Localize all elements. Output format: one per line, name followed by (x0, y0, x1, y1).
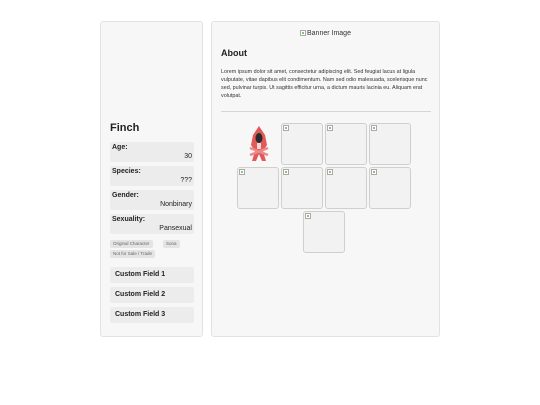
tag-not-for-sale[interactable]: Not for Sale / Trade (110, 250, 155, 258)
tag-sona[interactable]: Sona (163, 240, 180, 248)
character-name: Finch (110, 122, 140, 134)
broken-image-icon (371, 125, 377, 131)
divider (221, 111, 431, 112)
age-value: 30 (184, 153, 192, 160)
sexuality-value: Pansexual (159, 225, 192, 232)
broken-image-icon (239, 169, 245, 175)
gallery-image[interactable] (369, 167, 411, 209)
gallery-image[interactable] (325, 167, 367, 209)
species-label: Species: (112, 168, 141, 175)
species-value: ??? (180, 177, 192, 184)
broken-image-icon (371, 169, 377, 175)
gender-field (110, 190, 194, 210)
tag-original-character[interactable]: Original Character (110, 240, 153, 248)
species-field (110, 166, 194, 186)
custom-field-3: Custom Field 3 (110, 307, 194, 323)
age-field (110, 142, 194, 162)
gallery-image[interactable] (325, 123, 367, 165)
broken-image-icon (283, 125, 289, 131)
about-heading: About (221, 48, 247, 58)
banner-alt-text: Banner Image (307, 30, 351, 37)
character-thumbnail[interactable] (238, 123, 280, 165)
age-label: Age: (112, 144, 128, 151)
custom-field-1: Custom Field 1 (110, 267, 194, 283)
profile-sidebar (100, 21, 203, 337)
gender-label: Gender: (112, 192, 139, 199)
profile-main (211, 21, 440, 337)
custom-field-2: Custom Field 2 (110, 287, 194, 303)
gallery-image[interactable] (369, 123, 411, 165)
broken-image-icon (300, 30, 306, 36)
banner-image (212, 30, 439, 37)
gallery-image[interactable] (237, 167, 279, 209)
broken-image-icon (305, 213, 311, 219)
sexuality-field (110, 214, 194, 234)
sexuality-label: Sexuality: (112, 216, 146, 223)
broken-image-icon (283, 169, 289, 175)
gender-value: Nonbinary (160, 201, 192, 208)
gallery-image[interactable] (303, 211, 345, 253)
broken-image-icon (327, 169, 333, 175)
broken-image-icon (327, 125, 333, 131)
gallery-image[interactable] (281, 167, 323, 209)
gallery-image[interactable] (281, 123, 323, 165)
about-text: Lorem ipsum dolor sit amet, consectetur adipiscing elit. Sed feugiat lacus at ligula vulputate, vitae dapibus elit condimentum. Nam sed odio malesuada, scelerisque nunc sed, pulvinar turpis. Ut sagittis efficitur urna, a dictum mauris lacinia eu. Aliquam erat volutpat. (221, 69, 428, 99)
